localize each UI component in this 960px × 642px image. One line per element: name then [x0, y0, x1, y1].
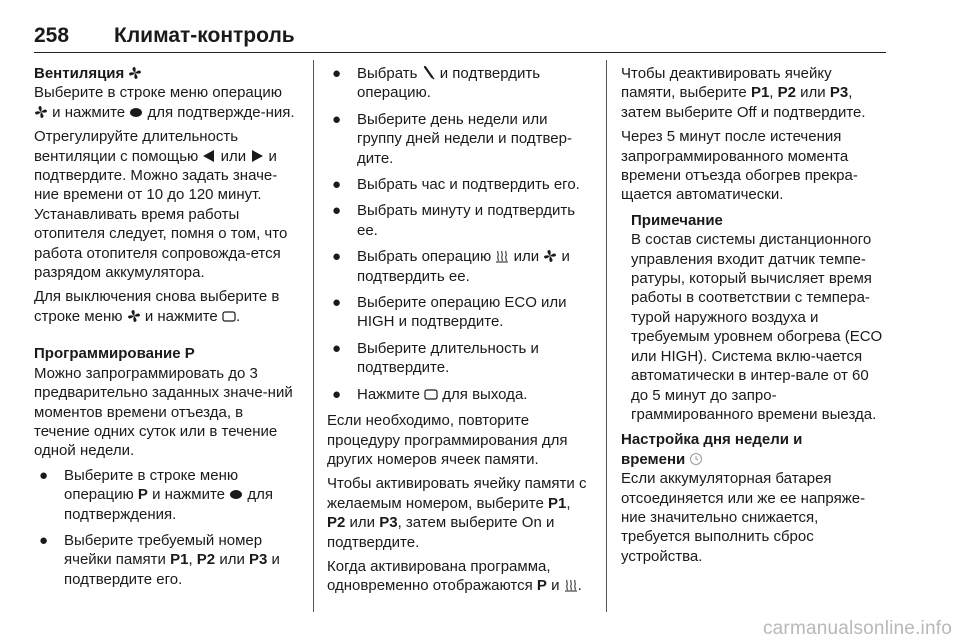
column-3 — [621, 64, 889, 571]
text: P2 — [777, 84, 796, 102]
list-item — [327, 247, 591, 286]
arrow-left-icon — [202, 149, 216, 163]
text: Выбрать операцию — [357, 248, 492, 266]
section-title-day-time — [621, 430, 889, 469]
watermark: carmanualsonline.info — [762, 618, 952, 639]
paragraph — [327, 474, 591, 552]
paragraph — [621, 64, 889, 122]
bullet: ● — [332, 339, 342, 357]
bullet-list — [327, 64, 591, 404]
text: Выбрать час и подтвердить его. — [357, 176, 580, 194]
column-1 — [34, 64, 300, 596]
ok-button-icon — [229, 487, 243, 501]
text: времени — [621, 450, 686, 468]
list-item — [327, 339, 591, 378]
text: . — [235, 307, 241, 325]
text: P — [536, 577, 547, 595]
bullet: ● — [332, 294, 342, 312]
column-2 — [327, 64, 591, 601]
text: и нажмите — [144, 307, 218, 325]
text: P1 — [170, 551, 189, 569]
paragraph — [34, 83, 300, 122]
bullet: ● — [332, 248, 342, 266]
text: и подтвердите. Можно задать значе-ние времени от 10 до 120 минут. Устанавливать время работы отопителя следует, помня о том, что работа отопителя сопровожда-ется разрядом аккумулятора. — [34, 147, 288, 282]
text: P — [137, 486, 148, 504]
text: Нажмите — [357, 385, 420, 403]
list-item — [327, 201, 591, 240]
bullet: ● — [39, 466, 49, 484]
text: P3 — [249, 551, 268, 569]
text: Выберите требуемый номер ячейки памяти — [64, 531, 263, 569]
text: , — [188, 551, 193, 569]
paragraph: Можно запрограммировать до 3 предварительно заданных значе-ний моментов времени отъезда, в течение одних суток или в течение одной недели. — [34, 364, 293, 460]
text: Выберите в строке меню операцию — [34, 84, 282, 102]
note-box — [621, 211, 889, 424]
text: Чтобы активировать ячейку памяти с желаемым номером, выберите — [327, 475, 587, 512]
bullet: ● — [332, 176, 342, 194]
time-hand-icon — [422, 66, 436, 80]
page-number: 258 — [34, 24, 70, 47]
text: P2 — [196, 551, 216, 569]
paragraph — [34, 287, 300, 326]
text: Выбрать — [357, 65, 418, 82]
list-item — [327, 175, 591, 194]
text: , затем выберите On и подтвердите. — [327, 514, 555, 551]
bullet: ● — [332, 65, 342, 82]
bullet: ● — [332, 202, 342, 220]
text: , — [769, 84, 774, 102]
text: Выберите длительность и подтвердите. — [357, 339, 539, 377]
text: или — [800, 84, 826, 102]
list-item — [327, 110, 591, 168]
text: и подтвердите его. — [64, 551, 280, 588]
text: для подтверждения. — [64, 486, 274, 523]
fan-icon — [128, 66, 142, 80]
arrow-right-icon — [250, 149, 264, 163]
text: , — [566, 494, 571, 512]
heating-icon — [564, 578, 578, 592]
note-text: В состав системы дистанционного управления входит датчик темпе-ратуры, который вычисляет время работы в соответствии с темпера-турой наружного воздуха и требуемым уровнем обогрева (ECO или HIGH). Система вклю-чается автоматически в интер-вале от 60 до 5 минут до запро-граммированного времени выезда. — [631, 231, 883, 423]
paragraph — [327, 557, 591, 596]
list-item — [34, 466, 300, 524]
text: Выбрать минуту и подтвердить ее. — [357, 202, 576, 239]
paragraph: Если аккумуляторная батарея отсоединяется или же ее напряже-ние значительно снижается, требуется выполнить сброс устройства. — [621, 470, 866, 565]
text: Отрегулируйте длительность вентиляции с помощью — [34, 128, 239, 165]
text: Выберите в строке меню операцию — [64, 466, 239, 504]
paragraph: Если необходимо, повторите процедуру программирования для других номеров ячеек памяти. — [327, 412, 568, 468]
list-item — [327, 293, 591, 332]
text: Настройка дня недели и — [621, 431, 803, 449]
text: или — [219, 551, 245, 569]
text: P2 — [327, 514, 346, 532]
text: . — [577, 577, 582, 595]
list-item — [327, 64, 591, 103]
text: и подтвердить ее. — [357, 248, 570, 285]
text: , затем выберите Off и подтвердите. — [621, 84, 866, 121]
text: или — [349, 514, 376, 532]
chapter-title: Климат-контроль — [114, 24, 295, 47]
back-button-icon — [424, 387, 438, 401]
section-title-text: Вентиляция — [34, 65, 125, 82]
list-item — [327, 385, 591, 404]
column-divider — [606, 60, 607, 612]
bullet: ● — [39, 531, 49, 549]
text: P3 — [379, 514, 398, 532]
text: и нажмите — [52, 103, 126, 121]
text: P1 — [547, 494, 567, 512]
text: для подтвержде-ния. — [147, 103, 295, 121]
text: P3 — [829, 84, 849, 102]
text: и нажмите — [152, 486, 226, 504]
paragraph: Через 5 минут после истечения запрограммированного момента времени отъезда обогрев прекра-щается автоматически. — [621, 128, 858, 204]
page-header — [34, 24, 886, 53]
ok-button-icon — [129, 105, 143, 119]
section-title-ventilation — [34, 64, 300, 83]
text: P1 — [750, 84, 770, 102]
bullet-list — [34, 466, 300, 589]
list-item — [34, 531, 300, 589]
text: Для выключения снова выберите в строке меню — [34, 288, 280, 325]
bullet: ● — [332, 110, 342, 128]
text: или — [220, 147, 247, 165]
back-button-icon — [222, 309, 236, 323]
fan-icon — [543, 249, 557, 263]
fan-icon — [34, 105, 48, 119]
clock-icon — [689, 452, 703, 466]
column-divider — [313, 60, 314, 612]
text: Чтобы деактивировать ячейку памяти, выберите — [621, 65, 832, 102]
text: для выхода. — [442, 385, 528, 403]
text: Выберите день недели или группу дней недели и подтвер-дите. — [357, 110, 572, 167]
fan-icon — [127, 309, 141, 323]
bullet: ● — [332, 385, 342, 403]
text: Выберите операцию ECO или HIGH и подтвердите. — [357, 294, 567, 331]
section-title-programming: Программирование P — [34, 345, 195, 363]
paragraph — [34, 127, 300, 282]
note-title: Примечание — [631, 211, 723, 229]
text: и подтвердить операцию. — [357, 65, 541, 102]
heating-icon — [495, 249, 509, 263]
text: или — [513, 248, 540, 266]
text: Когда активирована программа, одновременно отображаются — [327, 557, 551, 595]
text: и — [551, 577, 560, 595]
